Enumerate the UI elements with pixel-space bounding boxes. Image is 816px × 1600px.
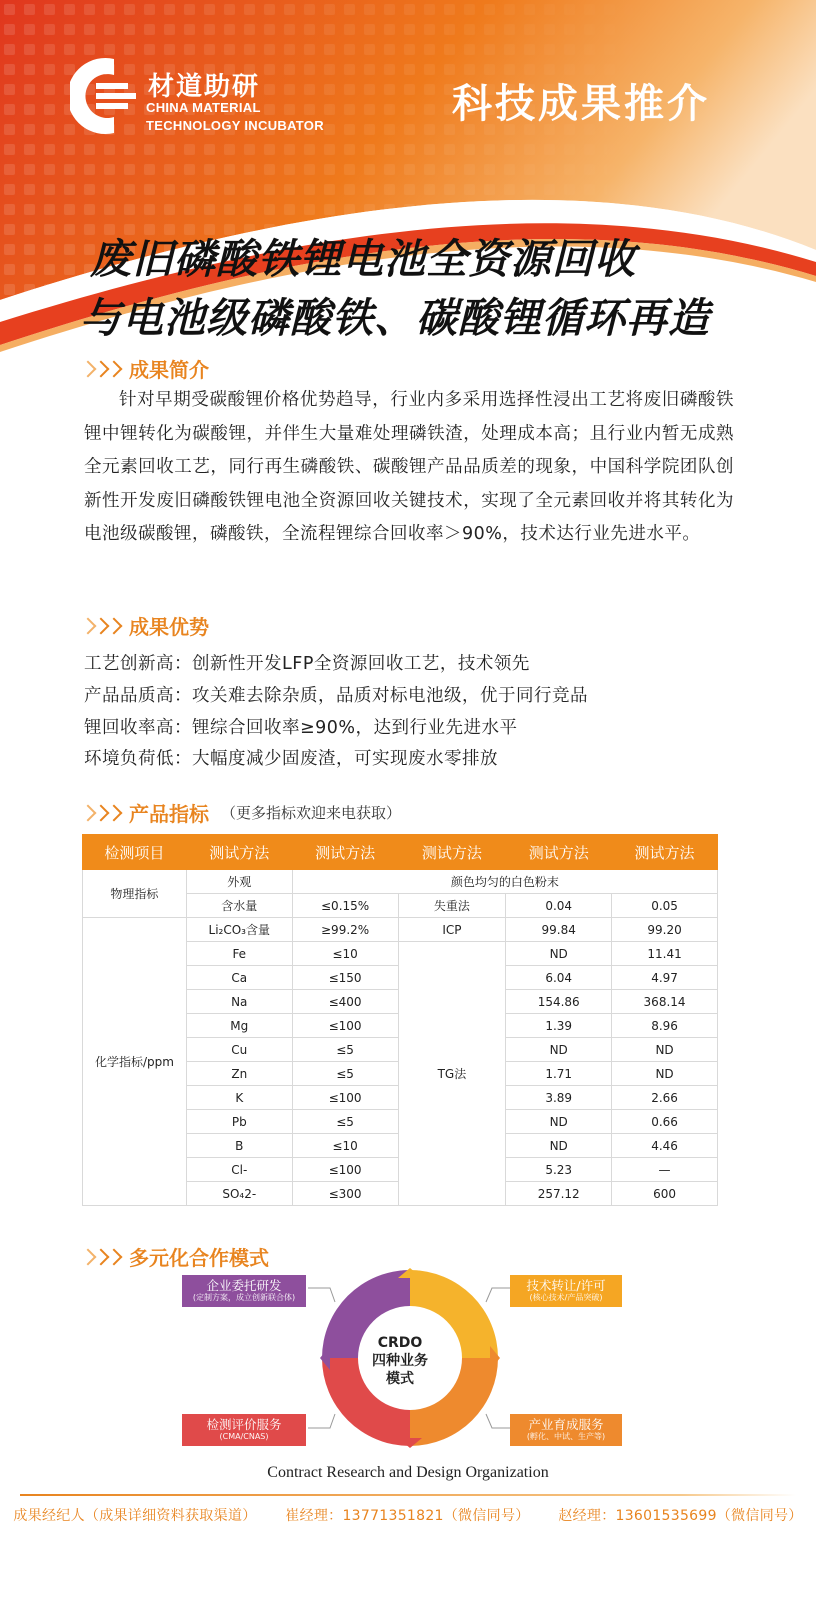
method-cell: ICP: [398, 918, 506, 942]
value-cell: 154.86: [506, 990, 612, 1014]
value-cell: ND: [506, 1134, 612, 1158]
value-cell: 4.97: [612, 966, 718, 990]
standard-cell: ≤100: [292, 1086, 398, 1110]
value-cell: 6.04: [506, 966, 612, 990]
value-cell: 1.71: [506, 1062, 612, 1086]
footer-agent: 成果经纪人（成果详细资料获取渠道）: [13, 1508, 257, 1524]
value-cell: ND: [612, 1038, 718, 1062]
advantage-item: 工艺创新高：创新性开发LFP全资源回收工艺，技术领先: [84, 654, 530, 674]
mode-subtitle: (CMA/CNAS): [219, 1432, 269, 1441]
chevrons-icon: [82, 620, 121, 632]
footer-contact-2: 赵经理：13601535699（微信同号）: [558, 1508, 803, 1524]
page-title-line-1: 废旧磷酸铁锂电池全资源回收: [90, 235, 636, 283]
item-cell: B: [186, 1134, 292, 1158]
item-cell: Ca: [186, 966, 292, 990]
standard-cell: ≤10: [292, 1134, 398, 1158]
value-cell: —: [612, 1158, 718, 1182]
mode-subtitle: (孵化、中试、生产等): [526, 1432, 606, 1441]
brand-name-en-line2: TECHNOLOGY INCUBATOR: [146, 118, 324, 133]
advantage-item: 环境负荷低：大幅度减少固废渣，可实现废水零排放: [84, 749, 498, 769]
value-cell: 1.39: [506, 1014, 612, 1038]
section-heading-specs: [82, 798, 401, 827]
value-cell: 257.12: [506, 1182, 612, 1206]
mode-tag-testing: [182, 1414, 306, 1446]
section-heading-advantages: [82, 611, 209, 640]
standard-cell: ≤100: [292, 1158, 398, 1182]
value-cell: 99.20: [612, 918, 718, 942]
value-cell: 5.23: [506, 1158, 612, 1182]
brand-name-en-line1: CHINA MATERIAL: [146, 100, 261, 115]
method-cell: TG法: [398, 942, 506, 1206]
footer-contact-1: 崔经理：13771351821（微信同号）: [285, 1508, 530, 1524]
ring-center-line: 模式: [386, 1371, 414, 1387]
item-cell: K: [186, 1086, 292, 1110]
method-cell: 失重法: [398, 894, 506, 918]
value-cell: 0.04: [506, 894, 612, 918]
connector-line: [308, 1288, 335, 1302]
value-cell: 0.05: [612, 894, 718, 918]
page-title-line-2: 与电池级磷酸铁、碳酸锂循环再造: [80, 294, 710, 342]
group-label: 物理指标: [83, 870, 187, 918]
item-cell: 含水量: [186, 894, 292, 918]
item-cell: Cl-: [186, 1158, 292, 1182]
mode-title: 技术转让/许可: [526, 1278, 606, 1293]
standard-cell: ≤5: [292, 1110, 398, 1134]
mode-title: 企业委托研发: [206, 1278, 282, 1293]
appearance-value: 颜色均匀的白色粉末: [292, 870, 717, 894]
connector-line: [486, 1414, 510, 1428]
value-cell: 600: [612, 1182, 718, 1206]
value-cell: 11.41: [612, 942, 718, 966]
connector-line: [308, 1414, 335, 1428]
intro-paragraph: 针对早期受碳酸锂价格优势趋导，行业内多采用选择性浸出工艺将废旧磷酸铁锂中锂转化为碳酸锂，并伴生大量难处理磷铁渣，处理成本高；且行业内暂无成熟全元素回收工艺，同行再生磷酸铁、碳酸锂产品品质差的现象，中国科学院团队创新性开发废旧磷酸铁锂电池全资源回收关键技术，实现了全元素回收并将其转化为电池级碳酸锂，磷酸铁，全流程锂综合回收率＞90%，技术达行业先进水平。: [84, 390, 734, 545]
value-cell: ND: [506, 1038, 612, 1062]
mode-title: 检测评价服务: [206, 1417, 282, 1432]
mode-subtitle: (定制方案，成立创新联合体): [192, 1293, 296, 1302]
advantage-item: 锂回收率高：锂综合回收率≥90%，达到行业先进水平: [84, 718, 518, 738]
value-cell: ND: [612, 1062, 718, 1086]
section-title: 成果简介: [129, 358, 209, 382]
ring-center-line: 四种业务: [372, 1353, 428, 1369]
value-cell: 0.66: [612, 1110, 718, 1134]
value-cell: ND: [506, 942, 612, 966]
item-cell: Cu: [186, 1038, 292, 1062]
item-cell: SO₄2-: [186, 1182, 292, 1206]
chevrons-icon: [82, 1251, 121, 1263]
header-label: 科技成果推介: [452, 81, 710, 127]
value-cell: 368.14: [612, 990, 718, 1014]
column-header: 检测项目: [83, 835, 187, 870]
item-cell: 外观: [186, 870, 292, 894]
mode-subtitle: (核心技术/产品突破): [529, 1293, 603, 1302]
standard-cell: ≥99.2%: [292, 918, 398, 942]
table-row: [83, 870, 718, 894]
group-label: 化学指标/ppm: [83, 918, 187, 1206]
section-title: 成果优势: [129, 615, 209, 639]
mode-title: 产业育成服务: [528, 1417, 604, 1432]
section-heading-intro: [82, 354, 209, 383]
column-header: 测试方法: [506, 835, 612, 870]
spec-table: [82, 834, 718, 1206]
chevrons-icon: [82, 807, 121, 819]
section-note: （更多指标欢迎来电获取）: [221, 804, 402, 822]
standard-cell: ≤100: [292, 1014, 398, 1038]
item-cell: Pb: [186, 1110, 292, 1134]
brand-name-cn: 材道助研: [148, 72, 261, 102]
table-row: [83, 918, 718, 942]
value-cell: 4.46: [612, 1134, 718, 1158]
item-cell: Na: [186, 990, 292, 1014]
mode-tag-tech-transfer: [510, 1275, 622, 1307]
footer-contacts: [0, 1505, 816, 1525]
advantage-item: 产品品质高：攻关难去除杂质，品质对标电池级，优于同行竞品: [84, 686, 588, 706]
standard-cell: ≤5: [292, 1038, 398, 1062]
column-header: 测试方法: [612, 835, 718, 870]
column-header: 测试方法: [292, 835, 398, 870]
ring-center-label: [361, 1334, 439, 1388]
standard-cell: ≤10: [292, 942, 398, 966]
brand-logo-icon: [70, 55, 142, 137]
column-header: 测试方法: [186, 835, 292, 870]
column-header: 测试方法: [398, 835, 506, 870]
crdo-caption: Contract Research and Design Organization: [267, 1464, 549, 1481]
mode-tag-commissioned-rd: [182, 1275, 306, 1307]
standard-cell: ≤150: [292, 966, 398, 990]
standard-cell: ≤400: [292, 990, 398, 1014]
value-cell: ND: [506, 1110, 612, 1134]
value-cell: 8.96: [612, 1014, 718, 1038]
standard-cell: ≤5: [292, 1062, 398, 1086]
item-cell: Zn: [186, 1062, 292, 1086]
value-cell: 2.66: [612, 1086, 718, 1110]
ring-center-line: CRDO: [377, 1335, 423, 1351]
item-cell: Fe: [186, 942, 292, 966]
chevrons-icon: [82, 363, 121, 375]
value-cell: 99.84: [506, 918, 612, 942]
section-title: 多元化合作模式: [129, 1246, 269, 1270]
section-title: 产品指标: [129, 802, 209, 826]
item-cell: Li₂CO₃含量: [186, 918, 292, 942]
connector-line: [486, 1288, 510, 1302]
table-header-row: [83, 835, 718, 870]
standard-cell: ≤300: [292, 1182, 398, 1206]
mode-tag-incubation: [510, 1414, 622, 1446]
item-cell: Mg: [186, 1014, 292, 1038]
footer-divider: [20, 1494, 796, 1496]
standard-cell: ≤0.15%: [292, 894, 398, 918]
value-cell: 3.89: [506, 1086, 612, 1110]
